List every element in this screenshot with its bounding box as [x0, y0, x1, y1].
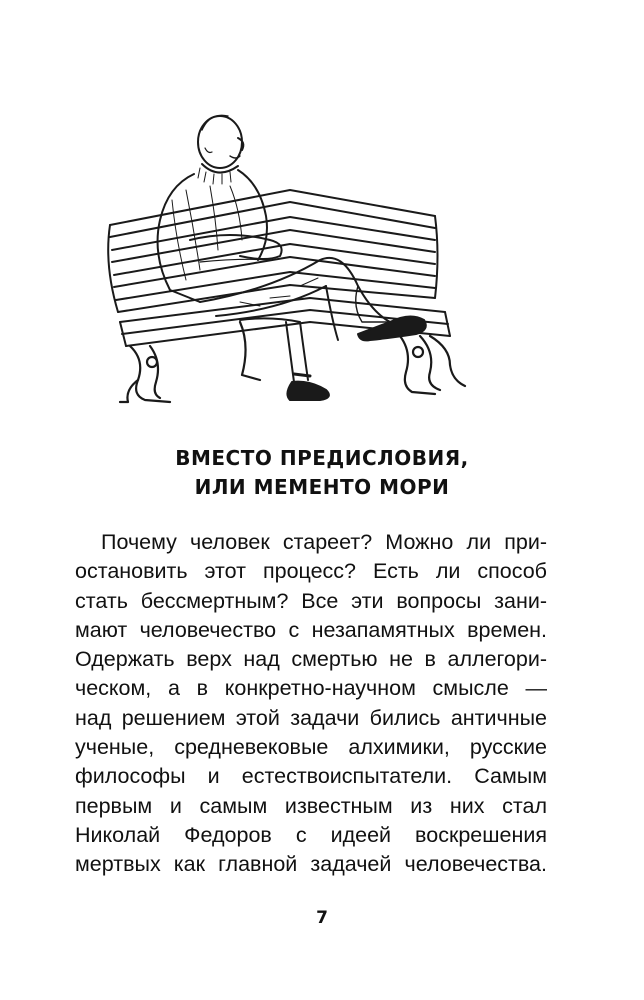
body-paragraph: [75, 528, 547, 880]
paragraph-line: Николай Федоров с идеей воскрешения: [75, 822, 547, 847]
paragraph-line: мертвых как главной задачей человечества.: [75, 852, 547, 877]
paragraph-line: ческом, а в конкретно-научном смысле —: [75, 676, 547, 701]
page-number: 7: [316, 908, 328, 928]
paragraph-line: над решением этой задачи бились античные: [75, 705, 547, 730]
paragraph-line: стать бессмертным? Все эти вопросы зани-: [75, 588, 547, 613]
chapter-title-line-1: ВМЕСТО ПРЕДИСЛОВИЯ,: [175, 446, 469, 470]
paragraph-line: остановить этот процесс? Есть ли способ: [75, 559, 547, 584]
paragraph-line: мают человечество с незапамятных времен.: [75, 617, 547, 642]
chapter-title: [0, 444, 644, 502]
paragraph-line: философы и естествоиспытатели. Самым: [75, 764, 547, 789]
paragraph-line: первым и самым известным из них стал: [75, 793, 547, 818]
paragraph-line: ученые, средневековые алхимики, русские: [75, 735, 547, 760]
chapter-title-line-2: ИЛИ МЕМЕНТО МОРИ: [194, 475, 450, 499]
paragraph-line: Почему человек стареет? Можно ли при-: [101, 530, 547, 554]
paragraph-line: Одержать верх над смертью не в аллегори-: [75, 647, 547, 672]
bench-illustration: [90, 90, 530, 420]
